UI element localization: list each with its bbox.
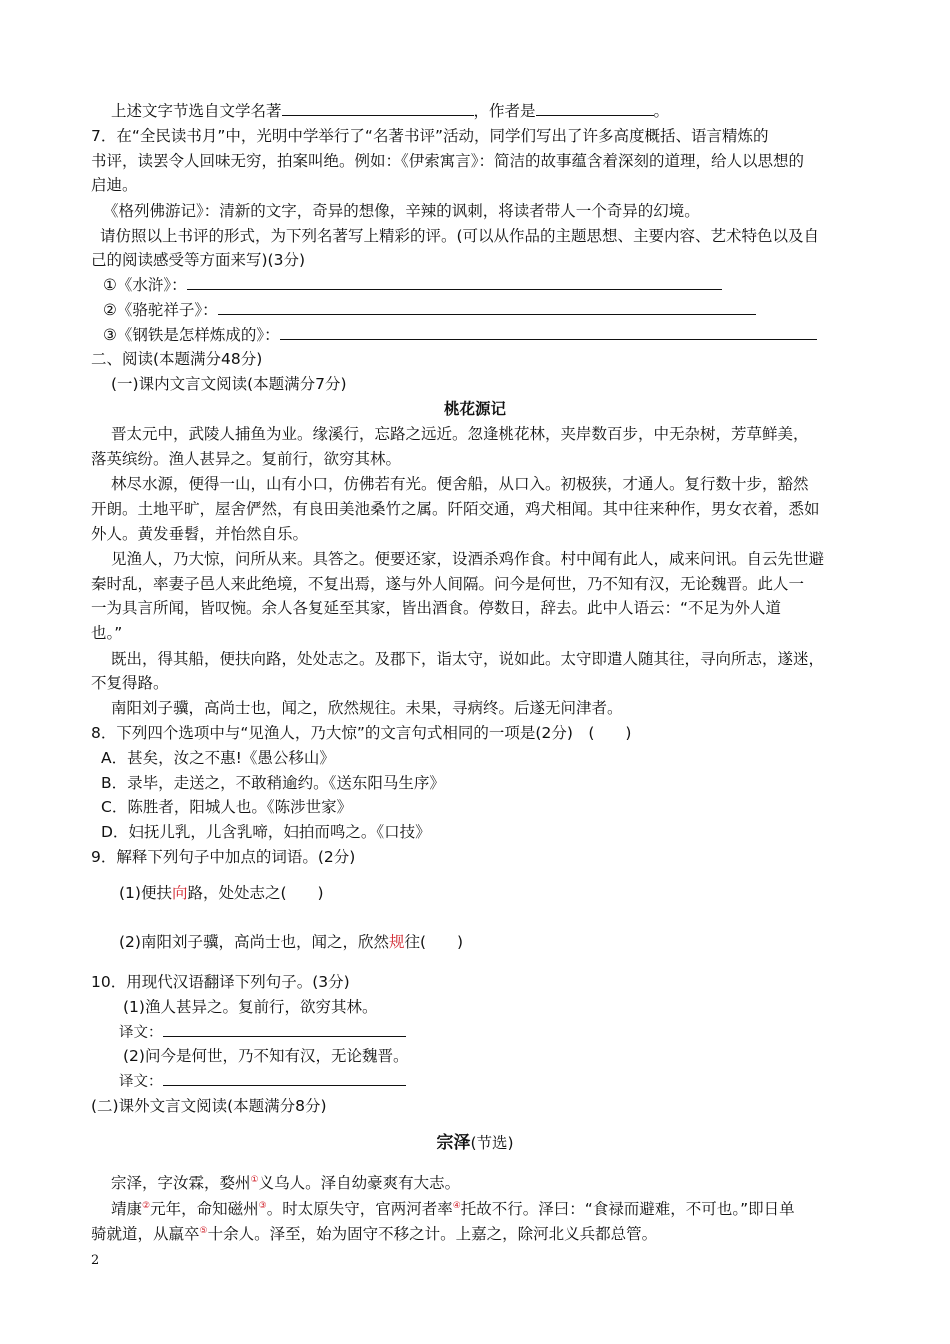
- passage-line: [111, 1169, 460, 1194]
- q9-s2-key-word: 规: [388, 933, 405, 951]
- translation-label: 译文：: [119, 1025, 163, 1041]
- footnote-marker: ④: [452, 1201, 461, 1211]
- answer-blank[interactable]: [282, 100, 474, 116]
- q9-s1-post: 路，处处志之( ): [187, 884, 324, 902]
- q7-item-label: ②《骆驼祥子》：: [103, 301, 218, 319]
- q9-sentence-1: [119, 882, 324, 904]
- passage-line: [111, 1195, 795, 1220]
- translation-label: 译文：: [119, 1074, 163, 1090]
- footnote-marker: ①: [250, 1175, 259, 1185]
- answer-blank[interactable]: [536, 100, 654, 116]
- passage-title: 桃花源记: [443, 400, 506, 418]
- q7-item-3: [103, 324, 817, 346]
- passage-line: 开朗。土地平旷，屋舍俨然，有良田美池桑竹之属。阡陌交通，鸡犬相闻。其中往来种作，男女衣着，悉如: [91, 500, 820, 518]
- q9-s2-pre: (2)南阳刘子骥，高尚士也，闻之，欣然: [119, 933, 389, 951]
- q9-s1-pre: (1)便扶: [119, 884, 172, 902]
- q7-line-5: 请仿照以上书评的形式，为下列名著写上精彩的评。(可以从作品的主题思想、主要内容、艺术特色以及自: [100, 227, 820, 245]
- q8-option-b[interactable]: B．录毕，走送之，不敢稍逾约。《送东阳马生序》: [101, 774, 445, 792]
- subsection-heading: (二)课外文言文阅读(本题满分8分): [91, 1097, 327, 1115]
- passage2-title-note: (节选): [470, 1134, 514, 1152]
- text-run: 托故不行。泽曰：“食禄而避难，不可也。”即日单: [460, 1200, 795, 1219]
- answer-blank[interactable]: [163, 1070, 406, 1086]
- passage-line: 见渔人，乃大惊，问所从来。具答之。便要还家，设酒杀鸡作食。村中闻有此人，咸来问讯。自云先世避: [111, 550, 825, 568]
- text-run: 元年，命知磁州: [150, 1200, 259, 1219]
- q6-text: 上述文字节选自文学名著: [111, 102, 282, 120]
- q6-end: 。: [653, 102, 670, 120]
- q7-line-4: 《格列佛游记》：清新的文字，奇异的想像，辛辣的讽刺，将读者带人一个奇异的幻境。: [103, 202, 700, 220]
- text-run: 。时太原失守，官两河者率: [266, 1200, 453, 1219]
- q10-sentence-2: (2)问今是何世，乃不知有汉，无论魏晋。: [123, 1047, 409, 1065]
- passage-line: 落英缤纷。渔人甚异之。复前行，欲穷其林。: [91, 450, 402, 468]
- text-run: 靖康: [111, 1200, 143, 1219]
- passage-line: [91, 1220, 657, 1245]
- answer-blank[interactable]: [218, 299, 756, 315]
- answer-blank[interactable]: [163, 1021, 406, 1037]
- q7-item-label: ③《钢铁是怎样炼成的》：: [103, 326, 280, 344]
- q7-line-2: 书评，读罢令人回味无穷，拍案叫绝。例如：《伊索寓言》：简洁的故事蕴含着深刻的道理，给人以思想的: [91, 152, 805, 170]
- passage-title: [0, 1132, 950, 1154]
- q10-sentence-1: (1)渔人甚异之。复前行，欲穷其林。: [123, 998, 378, 1016]
- passage-line: 晋太元中，武陵人捕鱼为业。缘溪行，忘路之远近。忽逢桃花林，夹岸数百步，中无杂树，芳草鲜美，: [111, 425, 809, 443]
- section-heading: 二、阅读(本题满分48分): [91, 350, 263, 368]
- passage-line: 既出，得其船，便扶向路，处处志之。及郡下，诣太守，说如此。太守即遣人随其往，寻向所志，遂迷，: [111, 650, 825, 668]
- q9-s2-post: 往( ): [404, 933, 464, 951]
- q6-mid: ，作者是: [473, 102, 536, 120]
- q8-option-a[interactable]: A．甚矣，汝之不惠!《愚公移山》: [101, 749, 335, 767]
- q8-option-c[interactable]: C．陈胜者，阳城人也。《陈涉世家》: [101, 798, 353, 816]
- q7-line-6: 己的阅读感受等方面来写)(3分): [91, 251, 306, 269]
- text-run: 十余人。泽至，始为固守不移之计。上嘉之，除河北义兵都总管。: [207, 1225, 658, 1244]
- passage-line: 不复得路。: [91, 674, 169, 692]
- passage-line: 南阳刘子骥，高尚士也，闻之，欣然规往。未果，寻病终。后遂无问津者。: [111, 699, 623, 717]
- q8-stem: 8．下列四个选项中与“见渔人，乃大惊”的文言句式相同的一项是(2分) ( ): [91, 724, 632, 742]
- footnote-marker: ②: [142, 1201, 151, 1211]
- text-run: 义乌人。泽自幼豪爽有大志。: [258, 1174, 461, 1193]
- passage2-title: 宗泽: [436, 1133, 471, 1153]
- q7-item-2: [103, 299, 756, 321]
- q7-line-3: 启迪。: [91, 176, 138, 194]
- q9-sentence-2: [119, 931, 463, 953]
- passage-line: 也。”: [91, 624, 123, 642]
- q8-option-d[interactable]: D．妇抚儿乳，儿含乳啼，妇拍而鸣之。《口技》: [101, 823, 431, 841]
- q10-translation-1: [119, 1021, 406, 1044]
- answer-blank[interactable]: [187, 274, 722, 290]
- q7-line-1: 7．在“全民读书月”中，光明中学举行了“名著书评”活动，同学们写出了许多高度概括、语言精炼的: [91, 127, 769, 145]
- text-run: 骑就道，从羸卒: [91, 1225, 200, 1244]
- text-run: 宗泽，字汝霖，婺州: [111, 1174, 251, 1193]
- passage-line: 秦时乱，率妻子邑人来此绝境，不复出焉，遂与外人间隔。问今是何世，乃不知有汉，无论魏晋。此人一: [91, 575, 805, 593]
- passage-line: 林尽水源，便得一山，山有小口，仿佛若有光。便舍船，从口入。初极狭，才通人。复行数十步，豁然: [111, 475, 809, 493]
- footnote-marker: ⑤: [199, 1226, 208, 1236]
- answer-blank[interactable]: [280, 324, 817, 340]
- q7-item-1: [103, 274, 722, 296]
- q9-s1-key-word: 向: [171, 884, 188, 902]
- page-number: 2: [91, 1253, 100, 1268]
- passage-line: 一为具言所闻，皆叹惋。余人各复延至其家，皆出酒食。停数日，辞去。此中人语云：“不足为外人道: [91, 599, 782, 617]
- footnote-marker: ③: [258, 1201, 267, 1211]
- q6-tail-line: [111, 100, 669, 122]
- q10-stem: 10．用现代汉语翻译下列句子。(3分): [91, 973, 350, 991]
- passage-line: 外人。黄发垂髫，并怡然自乐。: [91, 525, 309, 543]
- q10-translation-2: [119, 1070, 406, 1093]
- q7-item-label: ①《水浒》：: [103, 276, 187, 294]
- q9-stem: 9．解释下列句子中加点的词语。(2分): [91, 848, 356, 866]
- subsection-heading: (一)课内文言文阅读(本题满分7分): [111, 375, 347, 393]
